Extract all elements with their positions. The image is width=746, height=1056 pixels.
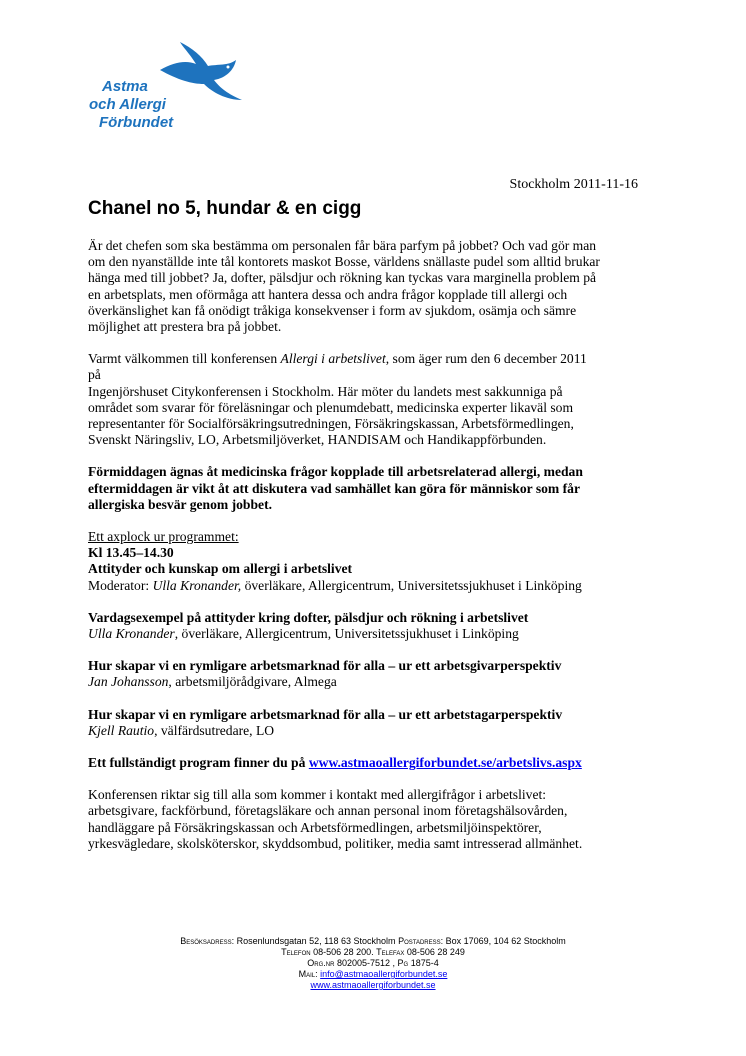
program-item-speaker [88, 578, 663, 594]
footer-org-line [0, 958, 746, 969]
full-program-line [88, 755, 663, 771]
welcome-paragraph [88, 351, 663, 448]
speaker-name: Ulla Kronander, [152, 577, 242, 593]
program-block-3 [88, 658, 663, 690]
program-block-1 [88, 529, 663, 594]
mail-label: Mail: [298, 969, 318, 979]
audience-line: arbetsgivare, fackförbund, företagsläkare och annan personal inom företagshälsovården, [88, 803, 568, 819]
speaker-details: överläkare, Allergicentrum, Universitetssjukhuset i Linköping [241, 577, 582, 593]
post-label: Postadress: [398, 936, 444, 946]
email-link[interactable]: info@astmaoallergiforbundet.se [320, 969, 448, 979]
full-program-text: Ett fullständigt program finner du på [88, 755, 309, 771]
audience-paragraph [88, 787, 663, 852]
audience-line: yrkesvägledare, skolsköterskor, skyddsombud, politiker, media samt intresserad allmänhet. [88, 835, 583, 851]
audience-line: handläggare på Försäkringskassan och Arbetsförmedlingen, arbetsmiljöinspektörer, [88, 819, 542, 835]
post-address: Box 17069, 104 62 Stockholm [443, 936, 566, 946]
summary-paragraph [88, 464, 663, 513]
logo-line-3: Förbundet [99, 114, 174, 131]
program-link[interactable]: www.astmaoallergiforbundet.se/arbetslivs.aspx [308, 755, 582, 771]
website-link[interactable]: www.astmaoallergiforbundet.se [310, 980, 436, 990]
org-label: Org.nr [307, 958, 335, 968]
visit-label: Besöksadress: [180, 936, 235, 946]
audience-line: Konferensen riktar sig till alla som kommer i kontakt med allergifrågor i arbetslivet: [88, 787, 547, 803]
speaker-name: Jan Johansson [88, 674, 169, 690]
speaker-details: , välfärdsutredare, LO [154, 722, 275, 738]
org-number: 802005-7512 , [334, 958, 398, 968]
footer-address-line [0, 936, 746, 947]
welcome-pre: Varmt välkommen till konferensen [88, 351, 281, 367]
speaker-name: Kjell Rautio [88, 722, 155, 738]
pg-label: Pg [397, 958, 409, 968]
speaker-prefix: Moderator: [88, 577, 153, 593]
fax-number: 08-506 28 249 [404, 947, 465, 957]
welcome-line [88, 351, 663, 367]
welcome-post: , som äger rum den 6 december 2011 [385, 351, 587, 367]
document-body [88, 238, 663, 868]
organization-logo [82, 38, 242, 138]
program-item-title: Vardagsexempel på attityder kring dofter, pälsdjur och rökning i arbetslivet [88, 609, 529, 625]
visit-address: Rosenlundsgatan 52, 118 63 Stockholm [234, 936, 399, 946]
program-item-speaker [88, 674, 663, 690]
page-title: Chanel no 5, hundar & en cigg [88, 198, 362, 219]
program-item-title: Attityder och kunskap om allergi i arbetslivet [88, 561, 353, 577]
program-heading: Ett axplock ur programmet: [88, 529, 239, 545]
program-time: Kl 13.45–14.30 [88, 545, 174, 561]
footer-phone-line [0, 947, 746, 958]
welcome-line: på [88, 367, 101, 383]
document-date: Stockholm 2011-11-16 [509, 177, 638, 192]
program-block-2 [88, 610, 663, 642]
summary-line: Förmiddagen ägnas åt medicinska frågor kopplade till arbetsrelaterad allergi, medan [88, 464, 583, 480]
logo-line-1: Astma [102, 78, 148, 95]
program-section [88, 529, 663, 771]
page-footer [0, 936, 746, 991]
program-item-speaker [88, 723, 663, 739]
phone-number: 08-506 28 200. [310, 947, 377, 957]
welcome-line: Ingenjörshuset Citykonferensen i Stockholm. Här möter du landets mest sakkunniga på [88, 383, 563, 399]
welcome-line: Svenskt Näringsliv, LO, Arbetsmiljöverket, HANDISAM och Handikappförbunden. [88, 432, 547, 448]
phone-label: Telefon [281, 947, 311, 957]
footer-web-line [0, 980, 746, 991]
program-item-title: Hur skapar vi en rymligare arbetsmarknad för alla – ur ett arbetsgivarperspektiv [88, 658, 562, 674]
intro-paragraph [88, 238, 663, 335]
speaker-name: Ulla Kronander [88, 626, 175, 642]
bird-icon [156, 40, 246, 104]
conference-name: Allergi i arbetslivet [280, 351, 386, 367]
footer-mail-line [0, 969, 746, 980]
intro-line: möjlighet att prestera bra på jobbet. [88, 319, 282, 335]
intro-line: hänga med till jobbet? Ja, dofter, pälsdjur och rökning kan tyckas vara marginella problem på [88, 270, 597, 286]
speaker-details: , överläkare, Allergicentrum, Universitetssjukhuset i Linköping [174, 626, 519, 642]
summary-line: eftermiddagen är vikt åt att diskutera vad samhället kan göra för människor som får [88, 480, 581, 496]
intro-line: om den nyanställde inte tål kontorets maskot Bosse, världens snällaste pudel som alltid brukar [88, 254, 600, 270]
intro-line: överkänslighet kan få onödigt tråkiga konsekvenser i form av sjukdom, osämja och sämre [88, 302, 577, 318]
speaker-details: , arbetsmiljörådgivare, Almega [168, 674, 337, 690]
intro-line: Är det chefen som ska bestämma om personalen får bära parfym på jobbet? Och vad gör man [88, 238, 597, 253]
program-block-4 [88, 707, 663, 739]
summary-line: allergiska besvär genom jobbet. [88, 496, 273, 512]
program-item-speaker [88, 626, 663, 642]
intro-line: en arbetsplats, men oförmåga att hantera dessa och andra frågor kopplade till allergi och [88, 286, 568, 302]
welcome-line: området som svarar för föreläsningar och plenumdebatt, medicinska experter likaväl som [88, 399, 574, 415]
fax-label: Telefax [376, 947, 405, 957]
logo-line-2: och Allergi [89, 96, 166, 113]
pg-number: 1875-4 [408, 958, 439, 968]
welcome-line: representanter för Socialförsäkringsutredningen, Försäkringskassan, Arbetsförmedlingen, [88, 416, 574, 432]
program-item-title: Hur skapar vi en rymligare arbetsmarknad för alla – ur ett arbetstagarperspektiv [88, 706, 563, 722]
